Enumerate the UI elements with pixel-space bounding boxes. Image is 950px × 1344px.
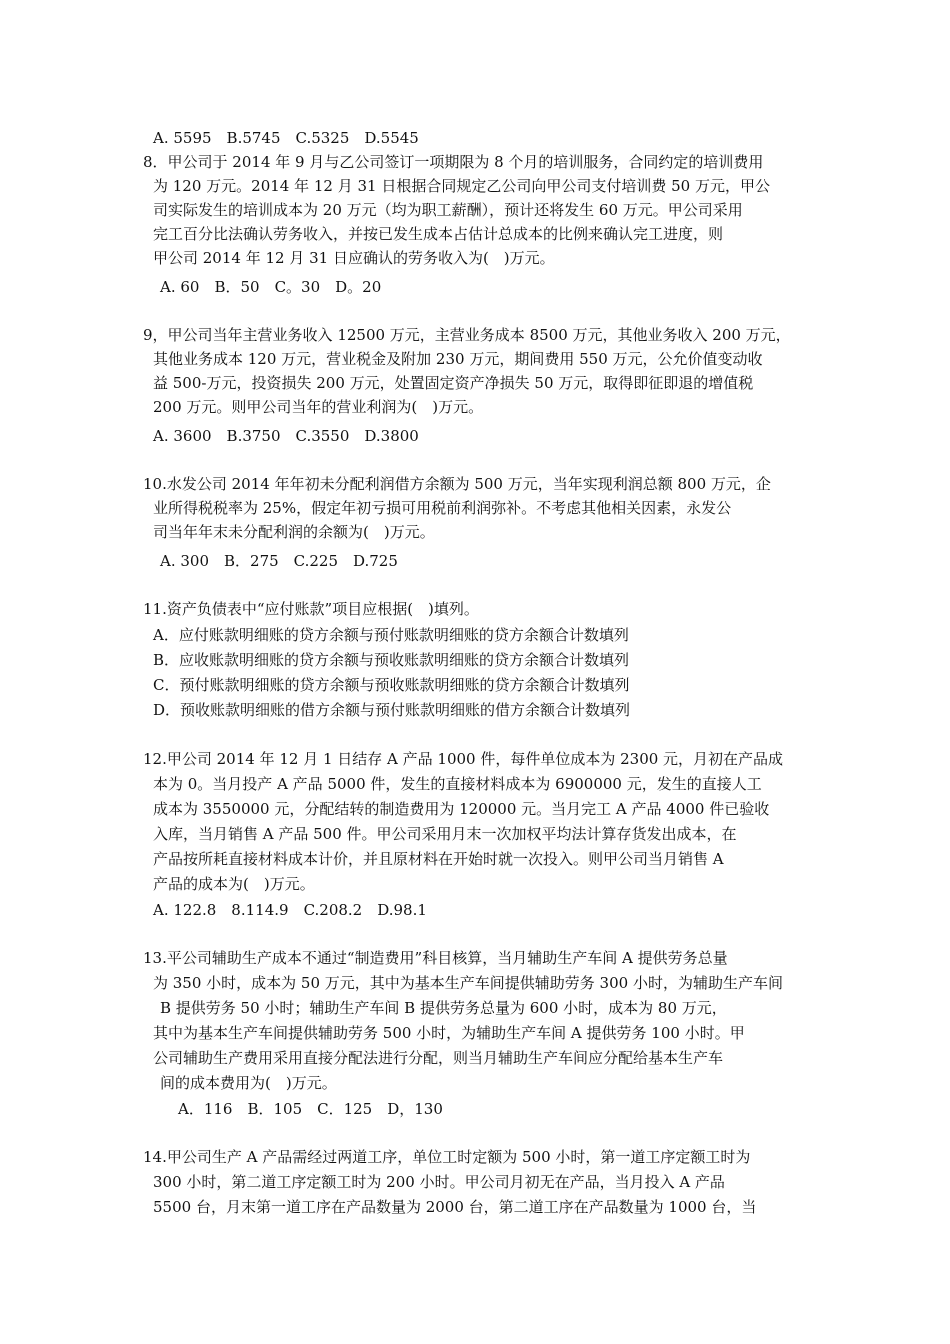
text-line: B 提供劳务 50 小时；辅助生产车间 B 提供劳务总量为 600 小时，成本为 80 万元， (160, 999, 727, 1017)
text-line: 完工百分比法确认劳务收入，并按已发生成本占估计总成本的比例来确认完工进度，则 (153, 225, 724, 243)
text-line: A. 60 B．50 C。30 D。20 (160, 278, 382, 296)
text-line: 司实际发生的培训成本为 20 万元（均为职工薪酬），预计还将发生 60 万元。甲公司采用 (153, 201, 743, 219)
text-line: 甲公司 2014 年 12 月 31 日应确认的劳务收入为( )万元。 (153, 249, 555, 267)
text-line: D．预收账款明细账的借方余额与预付账款明细账的借方余额合计数填列 (153, 701, 631, 719)
text-line: A. 300 B．275 C.225 D.725 (160, 552, 398, 570)
text-line: 间的成本费用为( )万元。 (160, 1074, 337, 1092)
text-line: A. 122.8 8.114.9 C.208.2 D.98.1 (153, 901, 427, 919)
text-line: 11.资产负债表中“应付账款”项目应根据( )填列。 (143, 600, 479, 618)
text-line: 14.甲公司生产 A 产品需经过两道工序，单位工时定额为 500 小时，第一道工序定额工时为 (143, 1148, 751, 1166)
text-line: 12.甲公司 2014 年 12 月 1 日结存 A 产品 1000 件，每件单位成本为 2300 元，月初在产品成 (143, 750, 784, 768)
text-line: 其他业务成本 120 万元，营业税金及附加 230 万元，期间费用 550 万元，公允价值变动收 (153, 350, 763, 368)
text-line: 300 小时，第二道工序定额工时为 200 小时。甲公司月初无在产品，当月投入 A 产品 (153, 1173, 725, 1191)
text-line: C．预付账款明细账的贷方余额与预收账款明细账的贷方余额合计数填列 (153, 676, 630, 694)
text-line: A. 3600 B.3750 C.3550 D.3800 (153, 427, 419, 445)
text-line: A. 5595 B.5745 C.5325 D.5545 (153, 129, 419, 147)
text-line: 为 350 小时，成本为 50 万元，其中为基本生产车间提供辅助劳务 300 小时，为辅助生产车间 (153, 974, 783, 992)
text-line: 本为 0。当月投产 A 产品 5000 件，发生的直接材料成本为 6900000 元，发生的直接人工 (153, 775, 762, 793)
text-line: 9，甲公司当年主营业务收入 12500 万元，主营业务成本 8500 万元，其他业务收入 200 万元， (143, 326, 791, 344)
text-line: 13.平公司辅助生产成本不通过“制造费用”科目核算，当月辅助生产车间 A 提供劳务总量 (143, 949, 728, 967)
text-line: 成本为 3550000 元，分配结转的制造费用为 120000 元。当月完工 A 产品 4000 件已验收 (153, 800, 770, 818)
text-line: B．应收账款明细账的贷方余额与预收账款明细账的贷方余额合计数填列 (153, 651, 630, 669)
text-line: 8．甲公司于 2014 年 9 月与乙公司签订一项期限为 8 个月的培训服务，合同约定的培训费用 (143, 153, 764, 171)
text-line: 为 120 万元。2014 年 12 月 31 日根据合同规定乙公司向甲公司支付培训费 50 万元，甲公 (153, 177, 770, 195)
text-line: 200 万元。则甲公司当年的营业利润为( )万元。 (153, 398, 484, 416)
text-line: 业所得税税率为 25%，假定年初亏损可用税前利润弥补。不考虑其他相关因素，永发公 (153, 499, 732, 517)
text-line: 其中为基本生产车间提供辅助劳务 500 小时，为辅助生产车间 A 提供劳务 100 小时。甲 (153, 1024, 745, 1042)
text-line: 公司辅助生产费用采用直接分配法进行分配，则当月辅助生产车间应分配给基本生产车 (153, 1049, 724, 1067)
text-line: 5500 台，月末第一道工序在产品数量为 2000 台，第二道工序在产品数量为 1000 台，当 (153, 1198, 757, 1216)
text-line: 产品按所耗直接材料成本计价，并且原材料在开始时就一次投入。则甲公司当月销售 A (153, 850, 724, 868)
text-line: 益 500-万元，投资损失 200 万元，处置固定资产净损失 50 万元，取得即征即退的增值税 (153, 374, 754, 392)
text-line: A．116 B．105 C．125 D，130 (178, 1100, 443, 1118)
text-line: 10.水发公司 2014 年年初未分配利润借方余额为 500 万元，当年实现利润总额 800 万元，企 (143, 475, 771, 493)
text-line: A．应付账款明细账的贷方余额与预付账款明细账的贷方余额合计数填列 (153, 626, 629, 644)
text-line: 司当年年末未分配利润的余额为( )万元。 (153, 523, 435, 541)
text-line: 产品的成本为( )万元。 (153, 875, 315, 893)
text-line: 入库，当月销售 A 产品 500 件。甲公司采用月末一次加权平均法计算存货发出成本，在 (153, 825, 737, 843)
